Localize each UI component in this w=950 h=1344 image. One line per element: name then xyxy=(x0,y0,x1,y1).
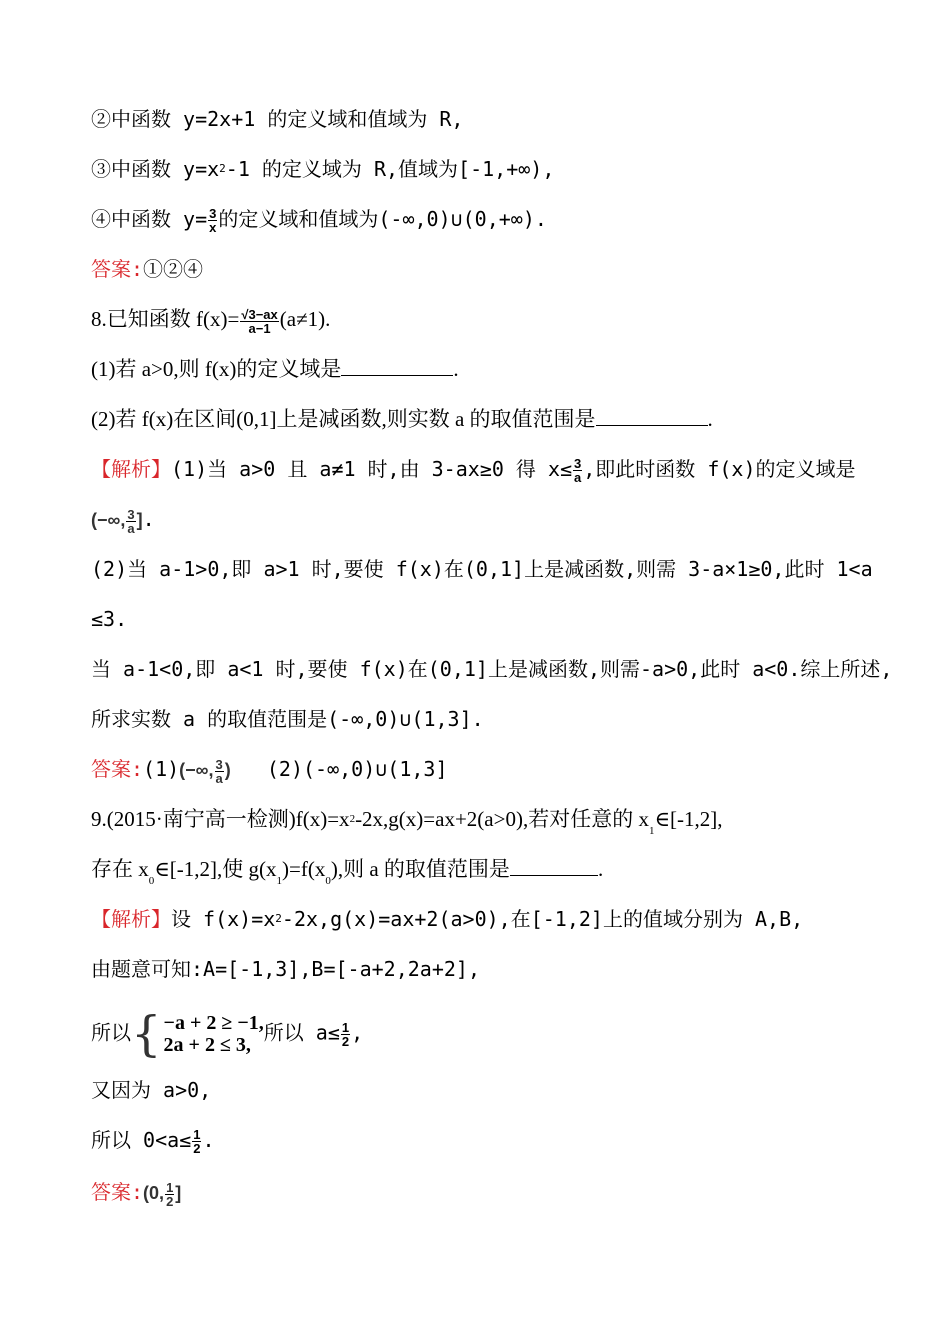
fraction: $\frac{3}{a}$ xyxy=(215,756,223,786)
fraction: $\frac{1}{2}$ xyxy=(166,1179,174,1209)
solution-9-system: 所以{ −a + 2 ≥ −1, 2a + 2 ≤ 3, 所以 a≤ $\frac{1}{2}$ , xyxy=(91,1006,364,1062)
question-8-part-2: (2)若 f(x)在区间(0,1]上是减函数,则实数 a 的取值范围是 . xyxy=(91,407,713,431)
answer-blank xyxy=(341,357,453,376)
solution-9-line-2: 由题意可知:A=[-1,3],B=[-a+2,2a+2], xyxy=(91,957,480,981)
fraction: $\frac{√3-ax}{a-1}$ xyxy=(241,306,278,336)
solution-9-line-4: 又因为 a>0, xyxy=(91,1078,212,1102)
interval-formula: (−∞, $\frac{3}{a}$ ) xyxy=(179,756,231,786)
solution-8-line-3a: 当 a-1<0,即 a<1 时,要使 f(x)在(0,1]上是减函数,则需-a>0,此时 a<0.综上所述, xyxy=(91,657,893,681)
fraction: $\frac{3}{a}$ xyxy=(127,506,135,536)
line-func-2: ②中函数 y=2x+1 的定义域和值域为 R, xyxy=(91,107,464,131)
answer-blank xyxy=(596,407,708,426)
solution-9-line-1: 【解析】设 $f(x)=x^2-2x,g(x)=ax+2(a>0)$,在[-1,2]上的值域分别为 A,B, xyxy=(91,907,804,931)
interval-formula: (0, $\frac{1}{2}$ ] xyxy=(143,1179,182,1209)
answer-7: 答案:①②④ xyxy=(91,257,204,281)
solution-8-line-2b: ≤3. xyxy=(91,607,128,631)
question-9-line-1: 9.(2015·南宁高一检测)$f(x)=x^2-2x,g(x)=ax+2(a>0)$,若对任意的 $x_1\in[-1,2]$, xyxy=(91,807,723,837)
solution-8-line-3b: 所求实数 a 的取值范围是(-∞,0)∪(1,3]. xyxy=(91,707,484,731)
answer-blank xyxy=(510,857,598,876)
interval-formula: (−∞, $\frac{3}{a}$ ] xyxy=(91,506,143,536)
answer-8: 答案:(1)(−∞, $\frac{3}{a}$ ) (2)(-∞,0)∪(1,3] xyxy=(91,756,448,786)
solution-9-line-5: 所以 0<a≤ $\frac{1}{2}$ . xyxy=(91,1127,215,1156)
question-9-line-2: 存在 $x_0\in[-1,2]$,使 $g(x_1)=f(x_0)$,则 a 的取值范围是 . xyxy=(91,857,604,887)
fraction: $\frac{3}{x}$ xyxy=(209,206,217,235)
fraction: $\frac{1}{2}$ xyxy=(193,1127,201,1156)
question-8: 8.已知函数 f(x)= $\frac{√3-ax}{a-1}$ (a≠1). xyxy=(91,306,331,336)
question-8-part-1: (1)若 a>0,则 f(x)的定义域是 . xyxy=(91,357,459,381)
line-func-3: ③中函数 $y=x^2-1$ 的定义域为 R,值域为[-1,+∞), xyxy=(91,157,555,181)
solution-8-line-2a: (2)当 a-1>0,即 a>1 时,要使 f(x)在(0,1]上是减函数,则需 3-a×1≥0,此时 1<a xyxy=(91,557,873,581)
fraction: $\frac{1}{2}$ xyxy=(341,1019,350,1049)
fraction: $\frac{3}{a}$ xyxy=(574,456,582,485)
solution-8-interval: (−∞, $\frac{3}{a}$ ]. xyxy=(91,506,155,536)
inequality-system: −a + 2 ≥ −1, 2a + 2 ≤ 3, xyxy=(163,1012,264,1056)
answer-9: 答案:(0, $\frac{1}{2}$ ] xyxy=(91,1179,182,1209)
line-func-4: ④中函数 y= $\frac{3}{x}$ 的定义域和值域为(-∞,0)∪(0,+∞). xyxy=(91,206,547,235)
left-brace: { xyxy=(131,1006,162,1062)
solution-8-line-1: 【解析】(1)当 a>0 且 a≠1 时,由 3-ax≥0 得 x≤ $\frac{3}{a}$ ,即此时函数 f(x)的定义域是 xyxy=(91,456,856,485)
